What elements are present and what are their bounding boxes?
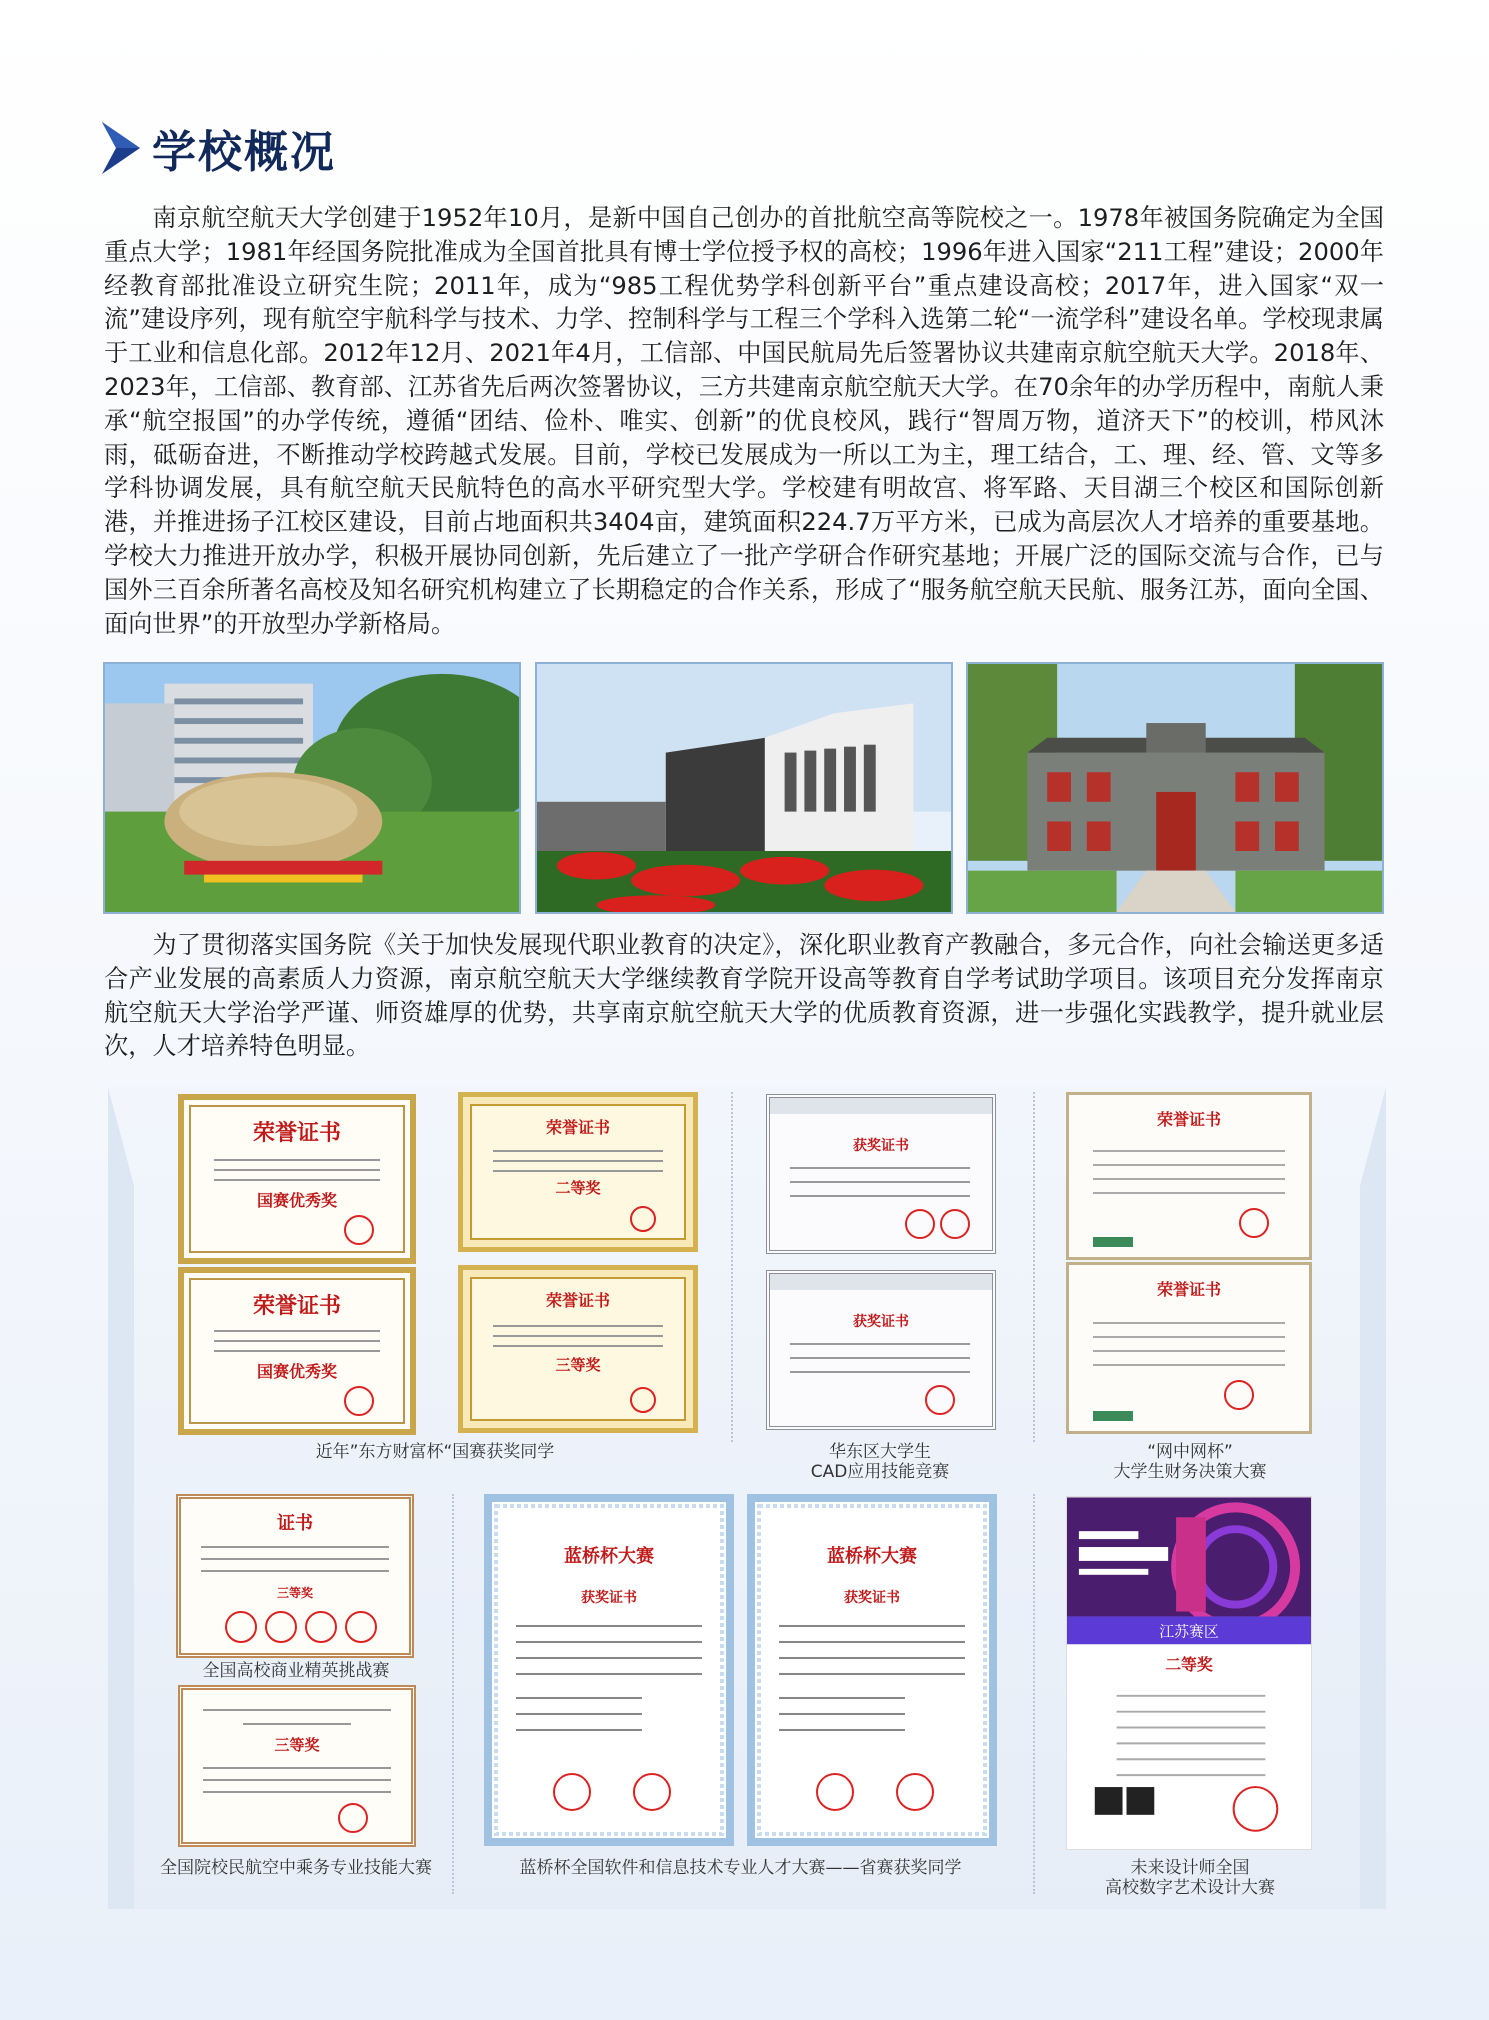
cert-award: 三等奖 [274, 1736, 320, 1754]
divider [731, 1092, 733, 1442]
certificate-cad-1 [766, 1094, 996, 1254]
cert-title: 荣誉证书 [252, 1120, 342, 1146]
caption-lanqiao: 蓝桥杯全国软件和信息技术专业人才大赛——省赛获奖同学 [519, 1858, 962, 1878]
caption-cad-line2: CAD应用技能竞赛 [810, 1462, 950, 1482]
cert-subtitle: 获奖证书 [581, 1590, 637, 1606]
cert-award: 二等奖 [555, 1179, 601, 1197]
cert-title: 荣誉证书 [545, 1118, 611, 1137]
cert-title: 荣誉证书 [1156, 1110, 1222, 1129]
divider [1033, 1092, 1035, 1442]
cert-title: 荣誉证书 [545, 1291, 611, 1310]
certificate-national-excellence-2 [178, 1267, 416, 1435]
arrow-icon [100, 120, 144, 176]
caption-cad-line1: 华东区大学生 [829, 1442, 931, 1462]
cert-title: 蓝桥杯大赛 [564, 1546, 654, 1567]
caption-dongfang: 近年”东方财富杯“国赛获奖同学 [315, 1442, 555, 1462]
cert-award: 国赛优秀奖 [256, 1362, 338, 1381]
certificate-wangzhong-2 [1066, 1262, 1312, 1434]
cert-award: 三等奖 [276, 1586, 314, 1600]
cert-title: 蓝桥杯大赛 [827, 1546, 917, 1567]
gallery-side-left [108, 1087, 134, 1909]
page-title: 学校概况 [152, 127, 336, 178]
cert-region: 江苏赛区 [1159, 1622, 1219, 1641]
divider [452, 1494, 454, 1894]
cert-title: 荣誉证书 [252, 1293, 342, 1319]
cert-title: 证书 [277, 1513, 313, 1534]
certificate-lanqiao-1 [484, 1494, 734, 1846]
caption-design-line2: 高校数字艺术设计大赛 [1105, 1878, 1275, 1898]
intro-paragraph: 南京航空航天大学创建于1952年10月，是新中国自己创办的首批航空高等院校之一。1978年被国务院确定为全国重点大学；1981年经国务院批准成为全国首批具有博士学位授予权的高校；1996年进入国家“211工程”建设；2000年经教育部批准设立研究生院；2011年，成为“985工程优势学科创新平台”重点建设高校；2017年，进入国家“双一流”建设序列，现有航空宇航科学与技术、力学、控制科学与工程三个学科入选第二轮“一流学科”建设名单。学校现隶属于工业和信息化部。2012年12月、2021年4月，工信部、中国民航局先后签署协议共建南京航空航天大学。2018年、2023年，工信部、教育部、江苏省先后两次签署协议，三方共建南京航空航天大学。在70余年的办学历程中，南航人秉承“航空报国”的办学传统，遵循“团结、俭朴、唯实、创新”的优良校风，践行“智周万物，道济天下”的校训，栉风沐雨，砥砺奋进，不断推动学校跨越式发展。目前，学校已发展成为一所以工为主，理工结合，工、理、经、管、文等多学科协调发展，具有航空航天民航特色的高水平研究型大学。学校建有明故宫、将军路、天目湖三个校区和国际创新港，并推进扬子江校区建设，目前占地面积共3404亩，建筑面积224.7万平方米，已成为高层次人才培养的重要基地。学校大力推进开放办学，积极开展协同创新，先后建立了一批产学研合作研究基地；开展广泛的国际交流与合作，已与国外三百余所著名高校及知名研究机构建立了长期稳定的合作关系，形成了“服务航空航天民航、服务江苏，面向全国、面向世界”的开放型办学新格局。 [104, 204, 1384, 638]
certificate-national-excellence-1 [178, 1094, 416, 1264]
campus-photo-monument [103, 662, 521, 914]
section-header [100, 118, 336, 178]
certificate-commerce [176, 1494, 414, 1658]
certificate-third-prize [458, 1265, 698, 1433]
certificate-aviation [178, 1685, 416, 1847]
cert-subtitle: 获奖证书 [844, 1590, 900, 1606]
cert-title: 获奖证书 [853, 1314, 909, 1330]
cert-title: 获奖证书 [853, 1138, 909, 1154]
cert-title: 荣誉证书 [1156, 1280, 1222, 1299]
caption-aviation: 全国院校民航空中乘务专业技能大赛 [160, 1858, 432, 1878]
certificate-cad-2 [766, 1270, 996, 1430]
caption-wangzhong-line1: “网中网杯” [1147, 1442, 1233, 1462]
cert-award: 二等奖 [1165, 1655, 1213, 1675]
program-paragraph: 为了贯彻落实国务院《关于加快发展现代职业教育的决定》，深化职业教育产教融合，多元合作，向社会输送更多适合产业发展的高素质人力资源，南京航空航天大学继续教育学院开设高等教育自学考试助学项目。该项目充分发挥南京航空航天大学治学严谨、师资雄厚的优势，共享南京航空航天大学的优质教育资源，进一步强化实践教学，提升就业层次，人才培养特色明显。 [104, 931, 1384, 1061]
campus-photo-building [535, 662, 953, 914]
cert-award: 三等奖 [555, 1356, 601, 1374]
caption-design-line1: 未来设计师全国 [1130, 1858, 1250, 1878]
certificate-second-prize [458, 1092, 698, 1252]
certificate-wangzhong-1 [1066, 1092, 1312, 1260]
certificate-future-designer [1066, 1496, 1312, 1850]
caption-commerce: 全国高校商业精英挑战赛 [202, 1661, 390, 1681]
campus-photo-historic [966, 662, 1384, 914]
cert-award: 国赛优秀奖 [256, 1191, 338, 1210]
certificate-lanqiao-2 [747, 1494, 997, 1846]
divider [1033, 1494, 1035, 1894]
caption-wangzhong-line2: 大学生财务决策大赛 [1113, 1462, 1267, 1482]
gallery-side-right [1360, 1087, 1386, 1909]
